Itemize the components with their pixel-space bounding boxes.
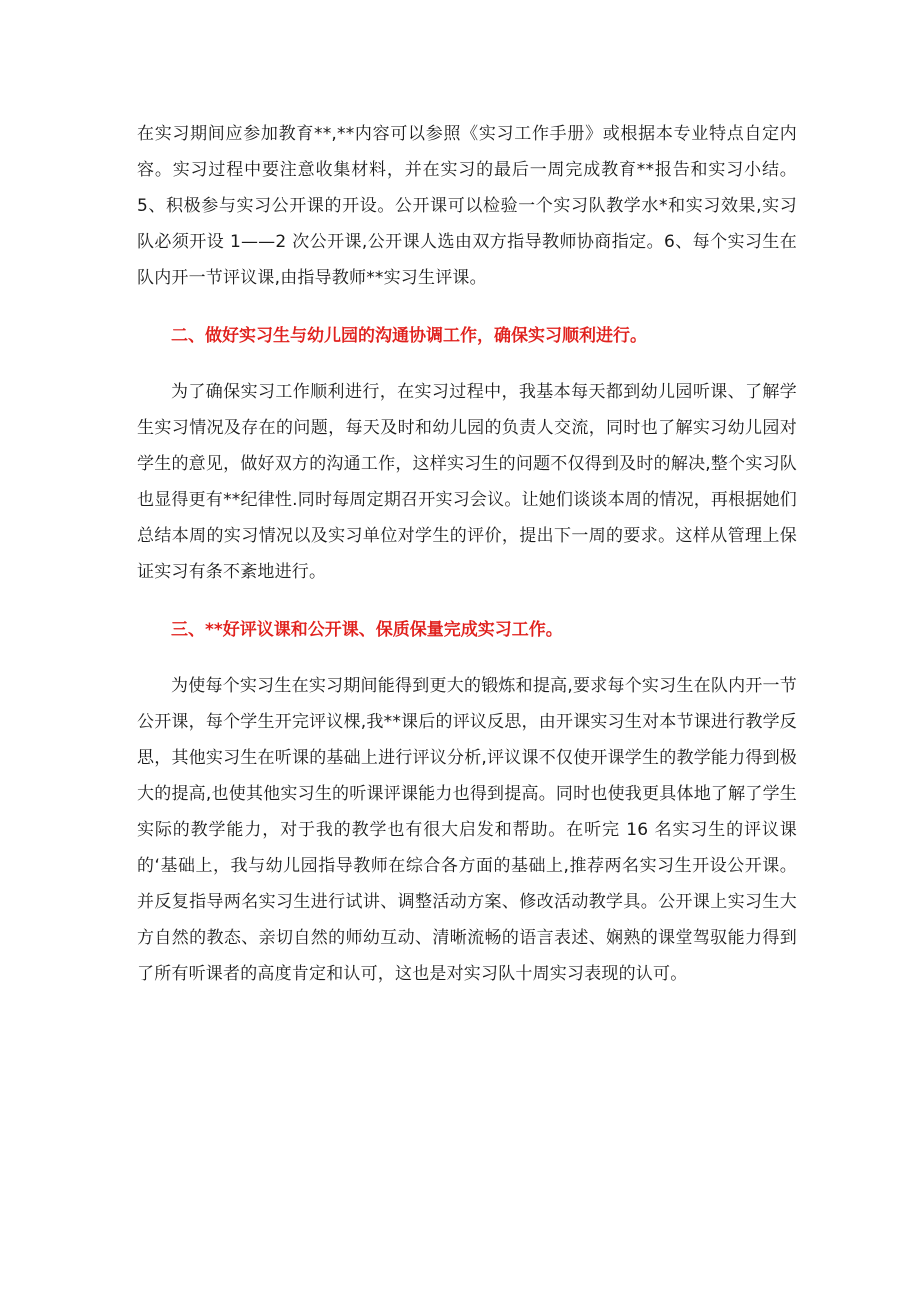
spacer: [137, 648, 797, 668]
spacer: [137, 354, 797, 374]
section-3-body: 为使每个实习生在实习期间能得到更大的锻炼和提高,要求每个实习生在队内开一节公开课，每个学生开完评议棵,我**课后的评议反思，由开课实习生对本节课进行教学反思，其他实习生在听课的基础上进行评议分析,评议课不仅使开课学生的教学能力得到极大的提高,也使其他实习生的听课评课能力也得到提高。同时也使我更具体地了解了学生实际的教学能力，对于我的教学也有很大启发和帮助。在听完 16 名实习生的评议课的‘基础上，我与幼儿园指导教师在综合各方面的基础上,推荐两名实习生开设公开课。并反复指导两名实习生进行试讲、调整活动方案、修改活动教学具。公开课上实习生大方自然的教态、亲切自然的师幼互动、清晰流畅的语言表述、娴熟的课堂驾驭能力得到了所有听课者的高度肯定和认可，这也是对实习队十周实习表现的认可。: [137, 676, 797, 984]
paragraph-continuation: 在实习期间应参加教育**,**内容可以参照《实习工作手册》或根据本专业特点自定内容。实习过程中要注意收集材料，并在实习的最后一周完成教育**报告和实习小结。5、积极参与实习公开课的开设。公开课可以检验一个实习队教学水*和实习效果,实习队必须开设 1——2 次公开课,公开课人选由双方指导教师协商指定。6、每个实习生在队内开一节评议课,由指导教师**实习生评课。: [137, 124, 797, 288]
section-3-heading: 三、**好评议课和公开课、保质保量完成实习工作。: [171, 620, 563, 640]
spacer: [137, 296, 797, 318]
section-2-heading: 二、做好实习生与幼儿园的沟通协调工作，确保实习顺利进行。: [171, 326, 647, 346]
section-2-body: 为了确保实习工作顺利进行，在实习过程中，我基本每天都到幼儿园听课、了解学生实习情况及存在的问题，每天及时和幼儿园的负责人交流，同时也了解实习幼儿园对学生的意见，做好双方的沟通工作，这样实习生的问题不仅得到及时的解决,整个实习队也显得更有**纪律性.同时每周定期召开实习会议。让她们谈谈本周的情况，再根据她们总结本周的实习情况以及实习单位对学生的评价，提出下一周的要求。这样从管理上保证实习有条不紊地进行。: [137, 382, 797, 582]
spacer: [137, 590, 797, 612]
document-page: [137, 116, 797, 992]
